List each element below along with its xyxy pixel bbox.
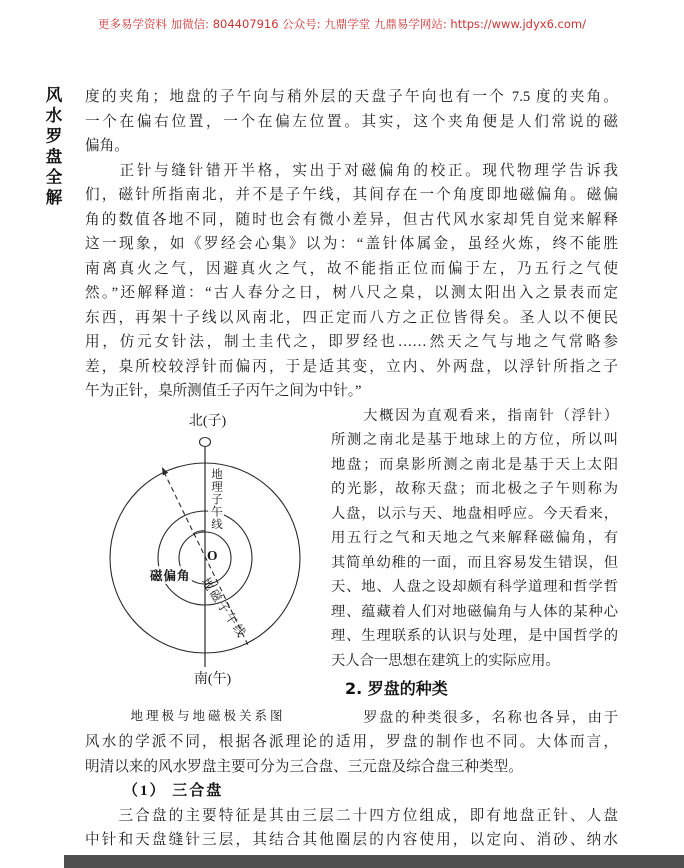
text-line: 明清以来的风水罗盘主要可分为三合盘、三元盘及综合盘三种类型。 xyxy=(85,758,523,775)
subsection-heading-sanhe: （1） 三合盘 xyxy=(123,783,224,799)
text-line: 东西，再架十子线以风南北，四正定而八方之正位皆得矣。圣人以不便民 xyxy=(85,309,618,326)
text-line: 度的夹角；地盘的子午向与稍外层的天盘子午向也有一个 7.5 度的夹角。 xyxy=(85,89,618,105)
text-line: 大概因为直观看来，指南针（浮针） xyxy=(331,407,618,424)
south-label: 南(午) xyxy=(193,671,232,687)
geographic-meridian-label: 地理子午线 xyxy=(210,467,222,530)
meridian-pivot-loop xyxy=(200,437,211,446)
watermark-text: 更多易学资料 加微信: 804407916 公众号: 九鼎学堂 九鼎易学网站: https://www.jdyx6.com/ xyxy=(98,17,586,31)
page-content xyxy=(85,85,618,853)
text-line: 人盘，以示与天、地盘相呼应。今天看来， xyxy=(331,505,618,522)
text-line: 午为正针，臬所测值壬子丙午之间为中针。” xyxy=(85,383,362,399)
figure-block xyxy=(85,404,331,724)
paragraph-declination-intro xyxy=(85,85,618,159)
text-line: 理、蕴藏着人们对地磁偏角与人体的某种心 xyxy=(331,603,618,620)
text-line: 风水的学派不同，根据各派理论的适用，罗盘的制作也不同。大体而言， xyxy=(85,734,618,750)
text-line: 们，磁针所指南北，并不是子午线，其间存在一个角度即地磁偏角。磁偏 xyxy=(85,187,618,203)
text-line: 三合盘的主要特征是其由三层二十四方位组成，即有地盘正针、人盘 xyxy=(85,807,618,824)
text-line: 角的数值各地不同，随时也会有微小差异，但古代风水家却凭自觉来解释 xyxy=(85,211,618,228)
text-line: 用五行之气和天地之气来解释磁偏角，有 xyxy=(331,530,618,546)
section-heading-compass-types: 2. 罗盘的种类 xyxy=(345,679,448,698)
figure-and-text-section xyxy=(85,404,618,731)
paragraph-compass-types-start xyxy=(331,706,618,731)
text-line: 天、地、人盘之设却颇有科学道理和哲学哲 xyxy=(331,579,618,595)
declination-label: 磁偏角 xyxy=(149,566,192,584)
text-line: 中针和天盘缝针三层，其结合其他圈层的内容使用，以定向、消砂、纳水 xyxy=(85,832,618,848)
text-line: 然。”还解释道：“古人春分之日，树八尺之臬，以测太阳出入之景表而定 xyxy=(85,285,618,301)
right-text-column xyxy=(331,404,618,731)
text-line: 所测之南北是基于地球上的方位，所以叫 xyxy=(331,432,618,448)
text-line: 罗盘的种类很多，名称也各异，由于 xyxy=(331,709,618,726)
figure-caption: 地理极与地磁极关系图 xyxy=(130,708,286,723)
paragraph-sanhe-description xyxy=(85,804,618,853)
book-spine-title: 风水罗盘全解 xyxy=(43,86,62,209)
text-line: 其简单幼稚的一面，而且容易发生错误，但 xyxy=(331,554,618,571)
text-line: 地盘；而臬影所测之南北是基于天上太阳 xyxy=(331,456,618,473)
meridian-diagram xyxy=(85,404,330,692)
text-line: 用，仿元女针法，制土圭代之，即罗经也……然天之气与地之气常略参 xyxy=(85,334,618,350)
text-line: 理、生理联系的认识与处理，是中国哲学的 xyxy=(331,628,618,644)
text-line: 一个在偏右位置，一个在偏左位置。其实，这个夹角便是人们常说的磁 xyxy=(85,113,618,130)
origin-label: O xyxy=(207,547,218,563)
text-line: 南离真火之气，因避真火之气，故不能指正位而偏于左，乃五行之气使 xyxy=(85,260,618,277)
north-label: 北(子) xyxy=(188,413,227,429)
text-line: 的光影，故称天盘；而北极之子午则称为 xyxy=(331,481,618,497)
text-line: 正针与缝针错开半格，实出于对磁偏角的校正。现代物理学告诉我 xyxy=(85,162,618,179)
text-line: 差，臬所校较浮针而偏丙，于是适其变，立内、外两盘，以浮针所指之子 xyxy=(85,358,618,375)
paragraph-needle-correction xyxy=(85,159,618,404)
text-line: 偏角。 xyxy=(85,138,129,154)
bottom-bar xyxy=(64,855,684,868)
text-line: 这一现象，如《罗经会心集》以为：“盖针体属金，虽经火炼，终不能胜 xyxy=(85,236,618,252)
paragraph-three-plates xyxy=(331,404,618,674)
text-line: 天人合一思想在建筑上的实际应用。 xyxy=(331,652,560,669)
paragraph-compass-types-cont xyxy=(85,730,618,779)
magnetic-meridian-label: 地磁子午线 xyxy=(198,574,250,641)
